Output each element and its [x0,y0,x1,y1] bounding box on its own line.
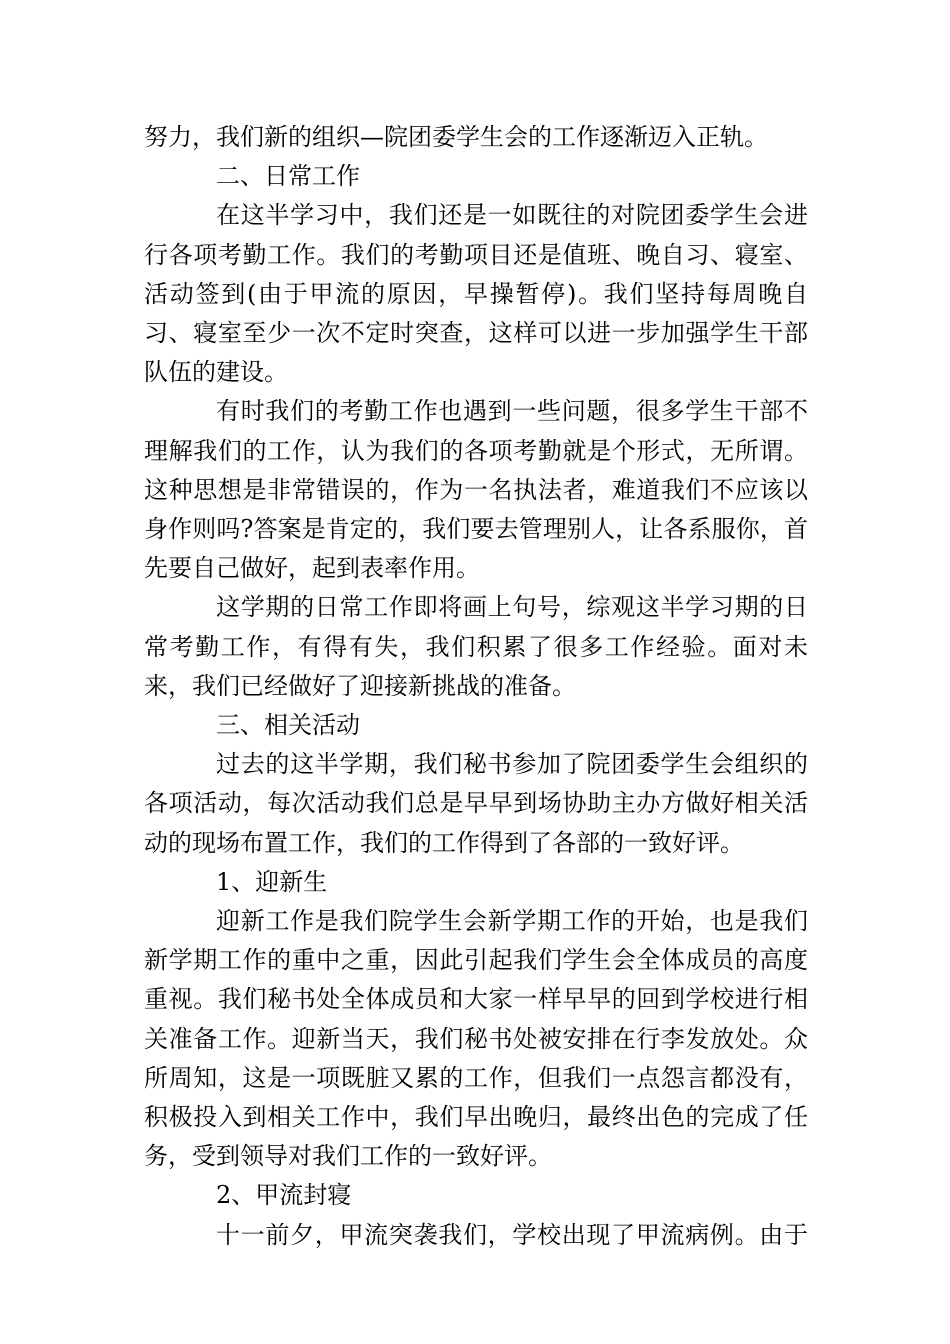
section-heading-related-activities: 三、相关活动 [216,711,360,740]
paragraph-continuation: 努力，我们新的组织—院团委学生会的工作逐渐迈入正轨。 [144,123,768,151]
paragraph-daily-work-summary: 这学期的日常工作即将画上句号，综观这半学习期的日常考勤工作，有得有失，我们积累了很多工作经验。面对未来，我们已经做好了迎接新挑战的准备。 [144,593,808,700]
paragraph-flu-dorm-closure: 十一前夕，甲流突袭我们，学校出现了甲流病例。由于 [216,1220,808,1249]
section-heading-daily-work: 二、日常工作 [216,162,360,191]
paragraph-welcome-freshmen: 迎新工作是我们院学生会新学期工作的开始，也是我们新学期工作的重中之重，因此引起我们学生会全体成员的高度重视。我们秘书处全体成员和大家一样早早的回到学校进行相关准备工作。迎新当天，我们秘书处被安排在行李发放处。众所周知，这是一项既脏又累的工作，但我们一点怨言都没有，积极投入到相关工作中，我们早出晚归，最终出色的完成了任务，受到领导对我们工作的一致好评。 [144,907,808,1171]
subheading-welcome-freshmen: 1、迎新生 [216,867,328,896]
paragraph-attendance-work: 在这半学习中，我们还是一如既往的对院团委学生会进行各项考勤工作。我们的考勤项目还是值班、晚自习、寝室、活动签到(由于甲流的原因，早操暂停)。我们坚持每周晚自习、寝室至少一次不定时突查，这样可以进一步加强学生干部队伍的建设。 [144,201,808,387]
paragraph-activities-overview: 过去的这半学期，我们秘书参加了院团委学生会组织的各项活动，每次活动我们总是早早到场协助主办方做好相关活动的现场布置工作，我们的工作得到了各部的一致好评。 [144,750,808,857]
document-body [144,118,808,1255]
subheading-flu-dorm-closure: 2、甲流封寝 [216,1181,352,1210]
paragraph-attendance-problems: 有时我们的考勤工作也遇到一些问题，很多学生干部不理解我们的工作，认为我们的各项考勤就是个形式，无所谓。这种思想是非常错误的，作为一名执法者，难道我们不应该以身作则吗?答案是肯定的，我们要去管理别人，让各系服你，首先要自己做好，起到表率作用。 [144,397,808,583]
